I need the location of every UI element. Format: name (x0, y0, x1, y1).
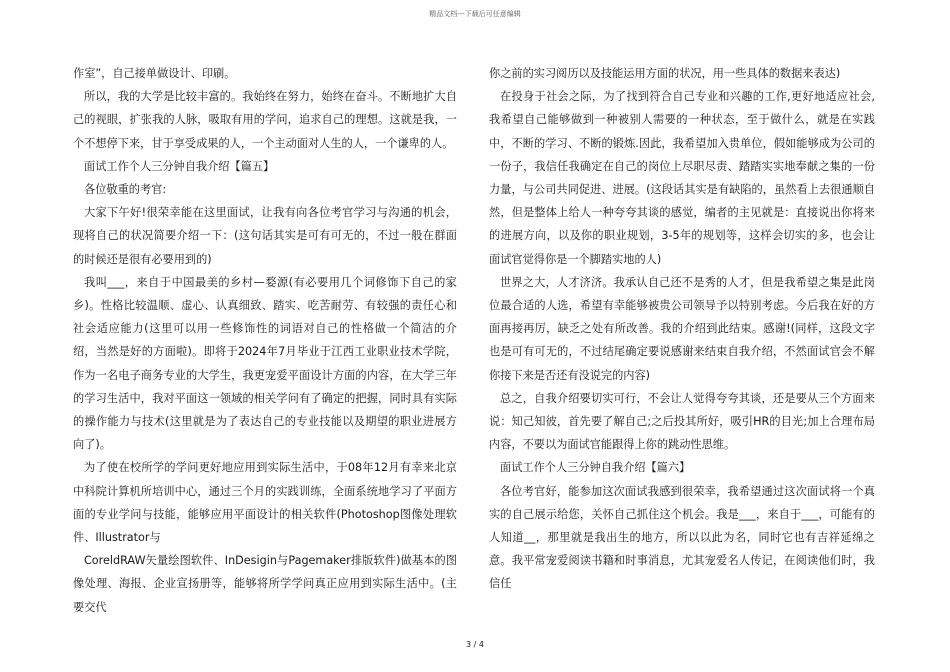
section-heading: 面试工作个人三分钟自我介绍【篇五】 (84, 159, 275, 173)
paragraph: 各位考官好，能参加这次面试我感到很荣幸，我希望通过这次面试将一个真实的自己展示给您，关怀自己抓住这个机会。我是___，来自于___，可能有的人知道__，那里就是我出生的地方，所以以此为名，同时它也有吉祥延绵之意。我平常宠爱阅读书籍和时事消息，尤其宠爱名人传记，在阅读他们时，我信任 (489, 484, 875, 591)
right-column (489, 62, 875, 596)
left-column (73, 62, 457, 619)
paragraph: 在投身于社会之际，为了找到符合自己专业和兴趣的工作,更好地适应社会,我希望自己能够做到一种被别人需要的一种状态，至于做什么，就是在实践中，不断的学习、不断的锻炼.因此，我希望加入贵单位，假如能够成为公司的一份子，我信任我确定在自己的岗位上尽职尽责、踏踏实实地奉献之集的一份力量，与公司共同促进、进展。(这段话其实是有缺陷的，虽然看上去很通顺自然，但是整体上给人一种夸夸其谈的感觉，编者的主见就是：直接说出你将来的进展方向，以及你的职业规划，3-5年的规划等，这样会切实的多，也会让面试官觉得你是一个脚踏实地的人) (489, 90, 875, 266)
page-number: 3 / 4 (466, 640, 484, 649)
paragraph: 我叫___，来自于中国最美的乡村—婺源(有必要用几个词修饰下自己的家乡)。性格比较温顺、虚心、认真细致、踏实、吃苦耐劳、有较强的责任心和社会适应能力(这里可以用一些修饰性的词语对自己的性格做一个简洁的介绍，当然是好的方面啦)。即将于2024年7月毕业于江西工业职业技术学院，作为一名电子商务专业的大学生，我更宠爱平面设计方面的内容，在大学三年的学习生活中，我对平面这一领域的相关学问有了确定的把握，同时具有实际的操作能力与技术(这里就是为了表达自己的专业技能以及期望的职业进展方向了)。 (73, 275, 457, 452)
page-header: 精品文档---下载后可任意编辑 (429, 10, 521, 18)
salutation: 各位敬重的考官: (84, 183, 167, 197)
paragraph: 所以，我的大学是比较丰富的。我始终在努力，始终在奋斗。不断地扩大自己的视眼，扩张我的人脉，吸取有用的学问，追求自己的理想。这就是我，一个不想停下来，甘于享受成果的人，一个主动面对人生的人，一个谦卑的人。 (73, 90, 457, 150)
paragraph: 为了使在校所学的学问更好地应用到实际生活中，于08年12月有幸来北京中科院计算机所培训中心，通过三个月的实践训练，全面系统地学习了平面方面的专业学问与技能，能够应用平面设计的相关软件(Photoshop图像处理软件、Illustrator与 (73, 461, 457, 545)
paragraph: CoreldRAW矢量绘图软件、InDesigin与Pagemaker排版软件)做基本的图像处理、海报、企业宣扬册等，能够将所学学问真正应用到实际生活中。(主要交代 (73, 554, 457, 614)
section-heading: 面试工作个人三分钟自我介绍【篇六】 (500, 461, 691, 475)
paragraph: 世界之大，人才济济。我承认自己还不是秀的人才，但是我希望之集是此岗位最合适的人选，希望有幸能够被贵公司领导予以特别考虑。今后我在好的方面再接再厉，缺乏之处有所改善。我的介绍到此结束。感谢!(同样，这段文字也是可有可无的，不过结尾确定要说感谢来结束自我介绍，不然面试官会不解你接下来是否还有没说完的内容) (489, 275, 875, 382)
paragraph: 作室”，自己接单做设计、印刷。 (73, 67, 236, 80)
paragraph: 总之，自我介绍要切实可行，不会让人觉得夸夸其谈，还是要从三个方面来说：知己知彼，首先要了解自己;之后投其所好，吸引HR的目光;加上合理布局内容，不要以为面试官能跟得上你的跳动性思维。 (489, 391, 875, 452)
paragraph: 你之前的实习阅历以及技能运用方面的状况，用一些具体的数据来表达) (489, 67, 841, 80)
paragraph: 大家下午好!很荣幸能在这里面试，让我有向各位考官学习与沟通的机会，现将自己的状况简要介绍一下：(这句话其实是可有可无的，不过一般在群面的时候还是很有必要用到的) (73, 206, 457, 266)
